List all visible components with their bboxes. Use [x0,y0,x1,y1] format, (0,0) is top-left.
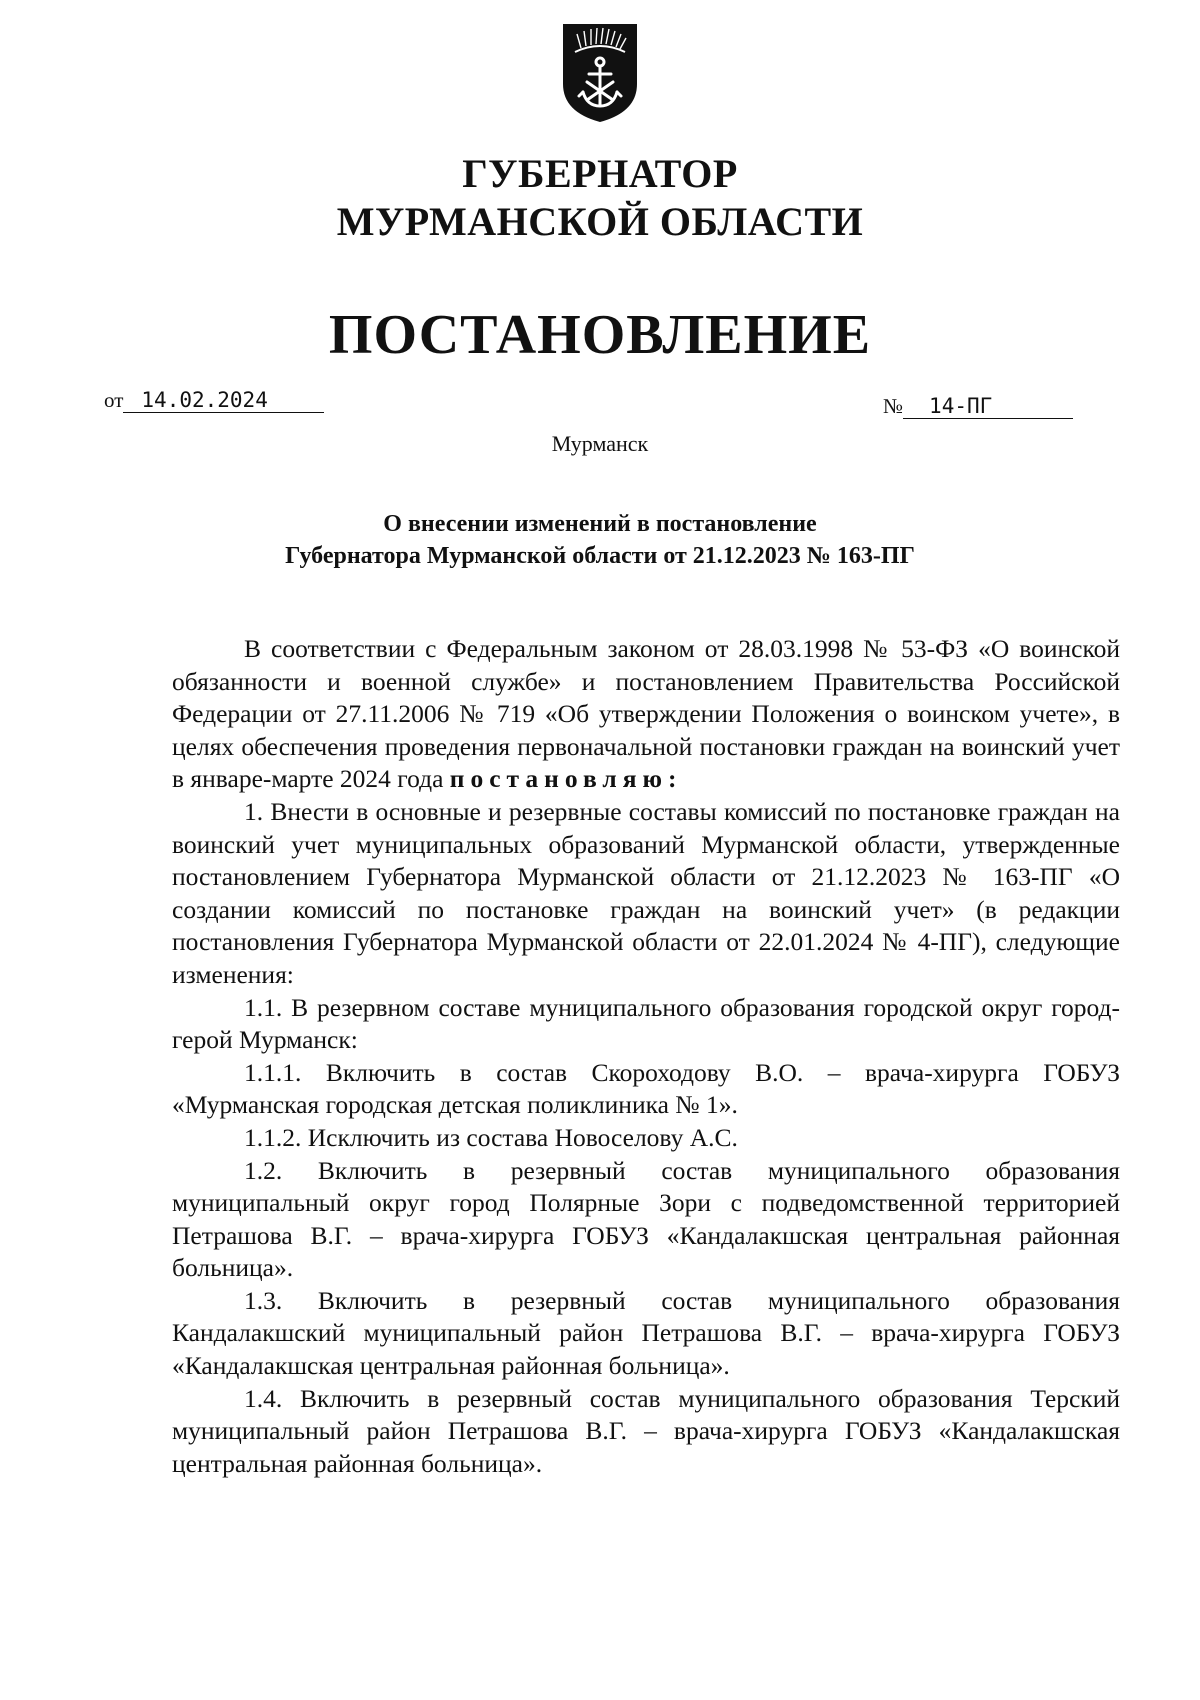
item-paragraph: 1.1. В резервном составе муниципального образования городской округ город-герой Мурманск: [172,992,1120,1055]
subject-line2: Губернатора Мурманской области от 21.12.2023 № 163-ПГ [285,543,915,569]
issuer-title-line1: ГУБЕРНАТОР [462,151,738,196]
item-paragraph: 1.1.1. Включить в состав Скороходову В.О. – врача-хирурга ГОБУЗ «Мурманская городская детская поликлиника № 1». [172,1057,1120,1120]
preamble-text: В соответствии с Федеральным законом от 28.03.1998 № 53-ФЗ «О воинской обязанности и военной службе» и постановлением Правительства Российской Федерации от 27.11.2006 № 719 «Об утверждении Положения о воинском учете», в целях обеспечения проведения первоначальной постановки граждан на воинский учет в январе-марте 2024 года [172,634,1120,794]
subject-line1: О внесении изменений в постановление [383,511,817,537]
resolve-word: постановляю: [449,764,683,794]
coat-of-arms-icon [561,22,639,124]
item-paragraph: 1.2. Включить в резервный состав муниципального образования муниципальный округ город Полярные Зори с подведомственной территорией Петрашова В.Г. – врача-хирурга ГОБУЗ «Кандалакшская центральная районная больница». [172,1155,1120,1283]
item-paragraph: 1.3. Включить в резервный состав муниципального образования Кандалакшский муниципальный район Петрашова В.Г. – врача-хирурга ГОБУЗ «Кандалакшская центральная районная больница». [172,1285,1120,1381]
preamble-paragraph [172,633,1120,796]
document-subject [0,508,1200,572]
issuer-title [0,150,1200,246]
number-field [883,394,1073,419]
document-type-title: ПОСТАНОВЛЕНИЕ [328,304,872,366]
item-paragraph: 1. Внести в основные и резервные составы комиссий по постановке граждан на воинский учет муниципальных образований Мурманской области, утвержденные постановлением Губернатора Мурманской области от 21.12.2023 № 163-ПГ «О создании комиссий по постановке граждан на воинский учет» (в редакции постановления Губернатора Мурманской области от 22.01.2024 № 4-ПГ), следующие изменения: [172,796,1120,989]
date-prefix: от [104,388,124,412]
city-label: Мурманск [551,431,649,456]
item-paragraph: 1.4. Включить в резервный состав муниципального образования Терский муниципальный район Петрашова В.Г. – врача-хирурга ГОБУЗ «Кандалакшская центральная районная больница». [172,1383,1120,1478]
document-body [172,633,1120,1480]
date-value: 14.02.2024 [123,388,324,413]
date-field [104,388,324,413]
issuer-title-line2: МУРМАНСКОЙ ОБЛАСТИ [336,199,864,244]
number-value: 14-ПГ [903,394,1073,419]
number-prefix: № [883,394,904,418]
item-paragraph: 1.1.2. Исключить из состава Новоселову А.С. [244,1122,738,1152]
